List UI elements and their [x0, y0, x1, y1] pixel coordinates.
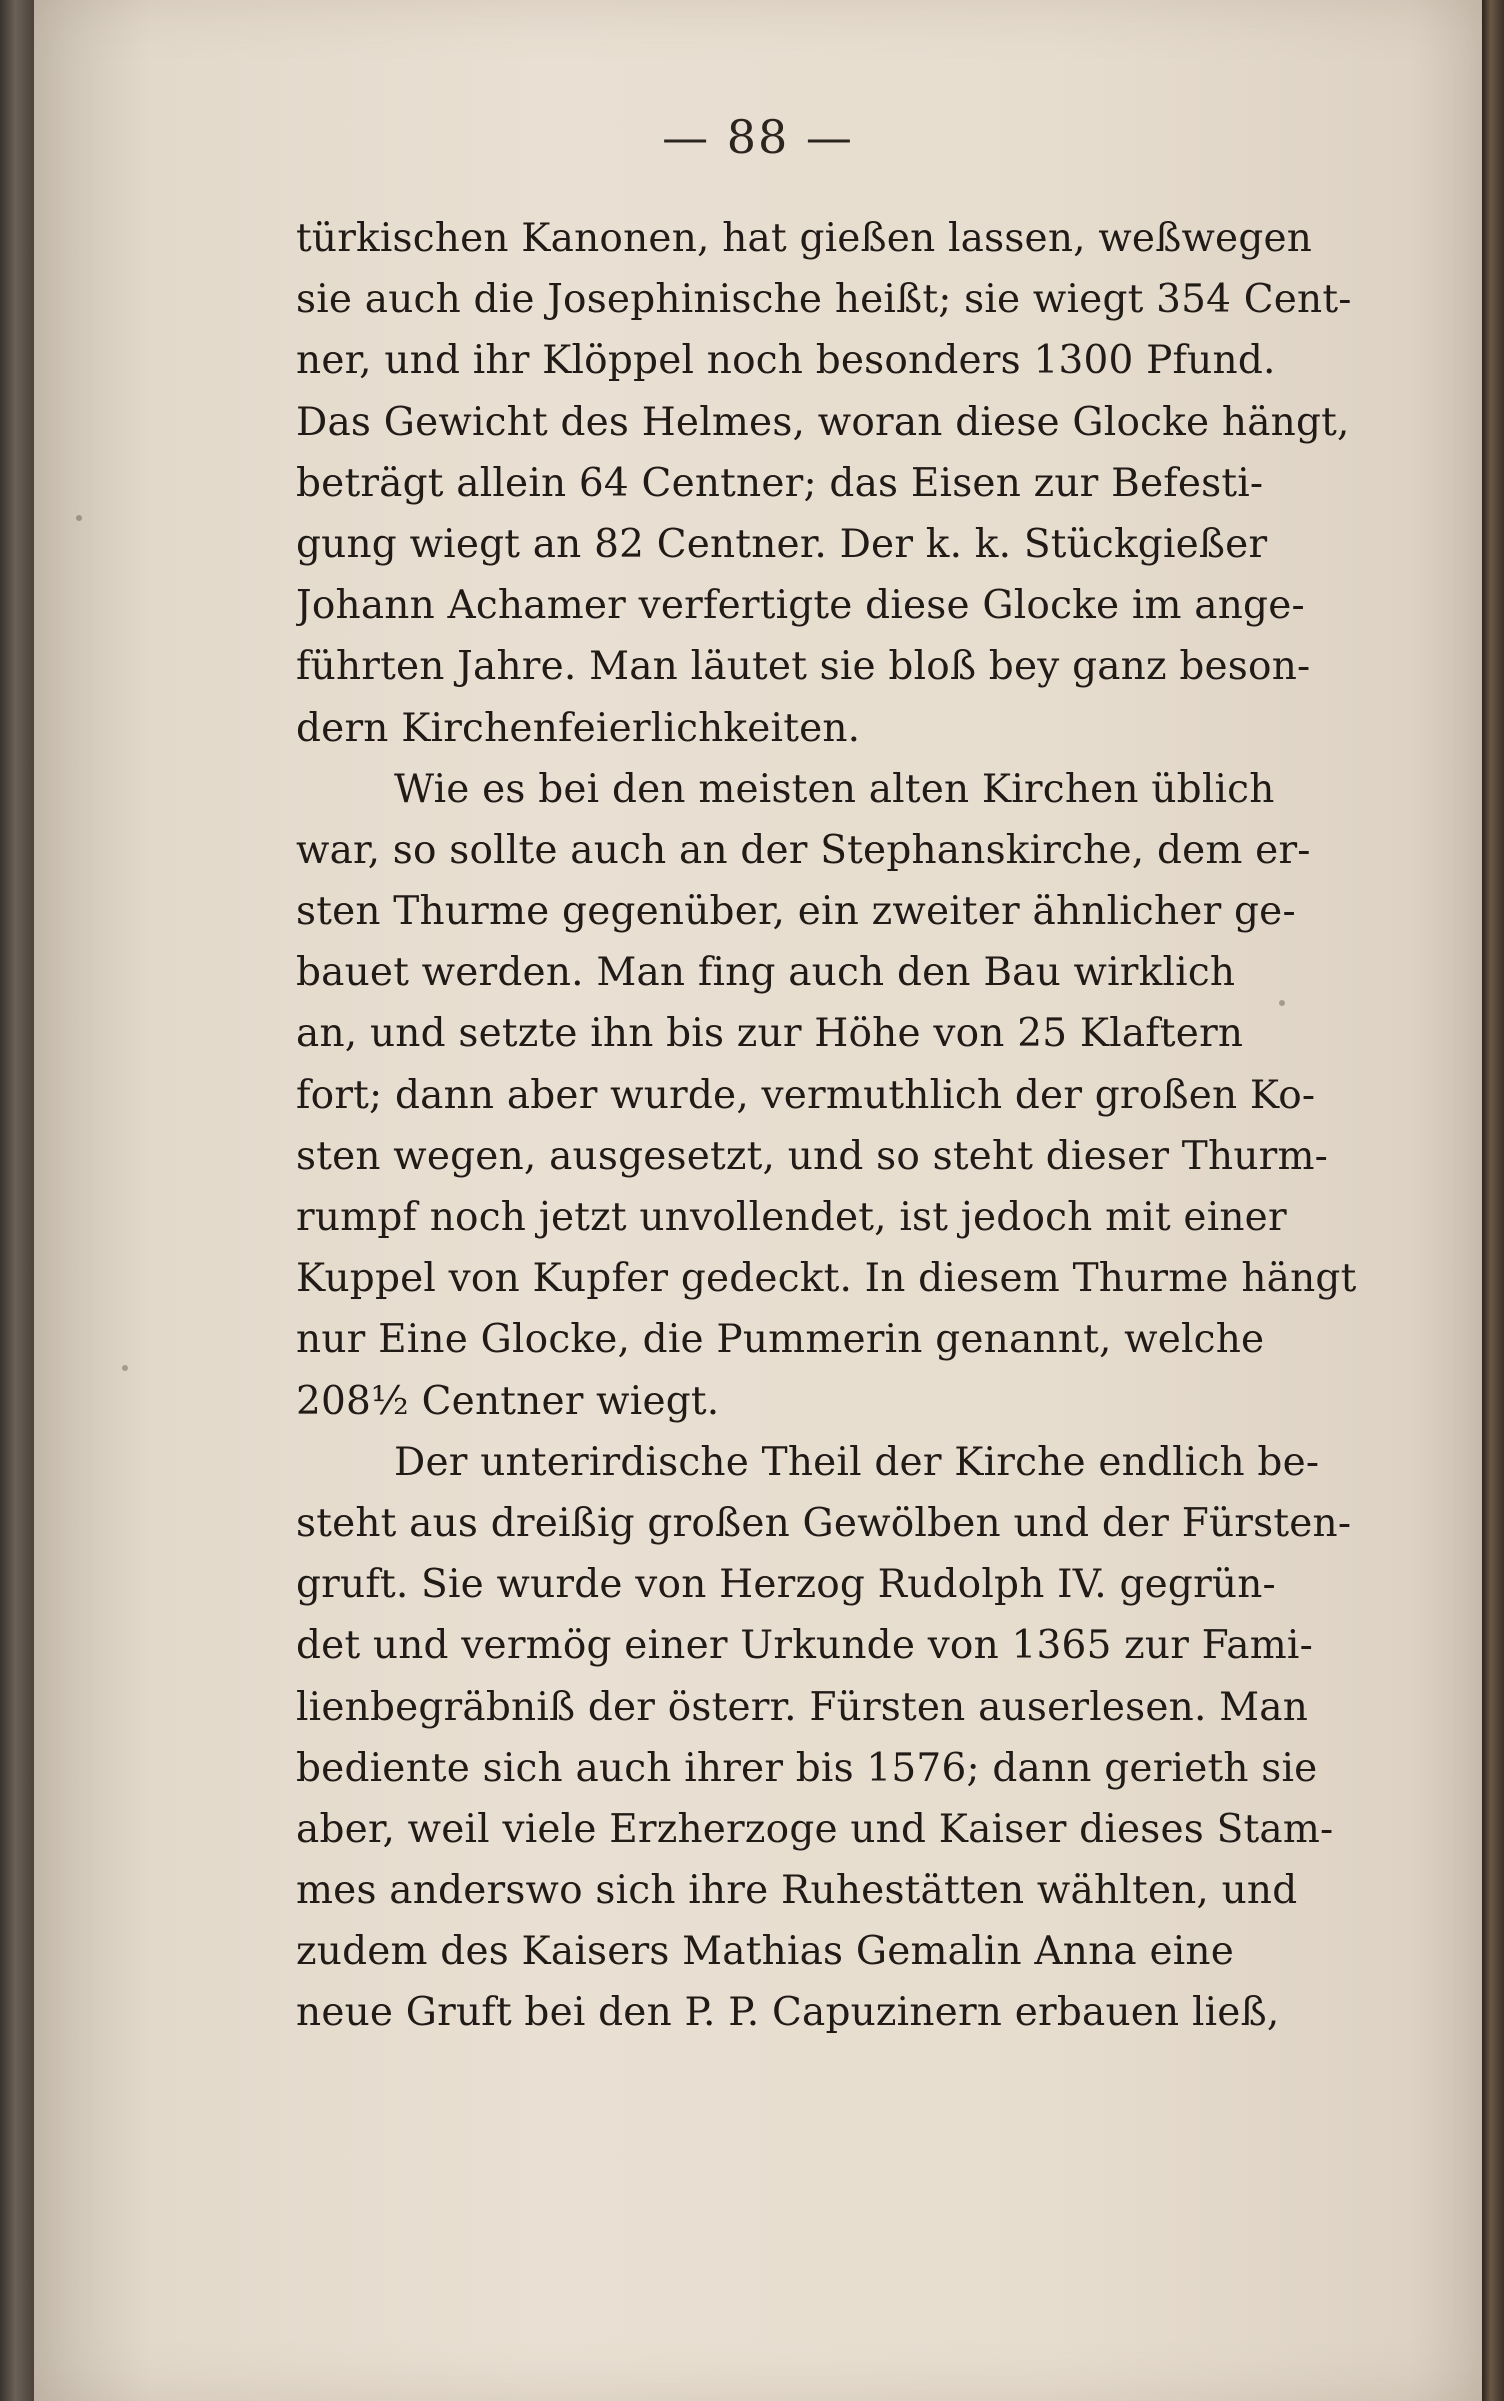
text-line: Kuppel von Kupfer gedeckt. In diesem Thurme hängt: [296, 1256, 1357, 1302]
text-line: lienbegräbniß der österr. Fürsten auserlesen. Man: [296, 1684, 1309, 1730]
paragraph-start-line: Wie es bei den meisten alten Kirchen üblich: [394, 766, 1275, 812]
text-line: aber, weil viele Erzherzoge und Kaiser dieses Stam-: [296, 1806, 1334, 1852]
text-line: fort; dann aber wurde, vermuthlich der großen Ko-: [296, 1072, 1316, 1118]
text-line: sten wegen, ausgesetzt, und so steht dieser Thurm-: [296, 1133, 1329, 1179]
text-line: sten Thurme gegenüber, ein zweiter ähnlicher ge-: [296, 889, 1296, 935]
page-number: — 88 —: [662, 110, 854, 164]
page-stack-edge: [1482, 0, 1504, 2401]
text-line: zudem des Kaisers Mathias Gemalin Anna eine: [296, 1929, 1234, 1975]
text-line: rumpf noch jetzt unvollendet, ist jedoch mit einer: [296, 1195, 1287, 1240]
text-line: bauet werden. Man fing auch den Bau wirklich: [296, 950, 1236, 996]
text-line: mes anderswo sich ihre Ruhestätten wählten, und: [296, 1868, 1298, 1914]
body-text: [296, 208, 1406, 2036]
paragraph-start-line: Der unterirdische Theil der Kirche endlich be-: [394, 1439, 1320, 1485]
text-line: türkischen Kanonen, hat gießen lassen, weßwegen: [296, 216, 1313, 261]
text-line: gruft. Sie wurde von Herzog Rudolph IV. gegrün-: [296, 1562, 1276, 1608]
text-line: neue Gruft bei den P. P. Capuzinern erbauen ließ,: [296, 1990, 1280, 2036]
text-line: nur Eine Glocke, die Pummerin genannt, welche: [296, 1317, 1265, 1363]
paper-speck: [1279, 1000, 1285, 1006]
text-line: dern Kirchenfeierlichkeiten.: [296, 705, 861, 751]
text-line: gung wiegt an 82 Centner. Der k. k. Stückgießer: [296, 521, 1268, 567]
text-line: det und vermög einer Urkunde von 1365 zur Fami-: [296, 1623, 1313, 1669]
text-line: war, so sollte auch an der Stephanskirche, dem er-: [296, 827, 1311, 873]
paper-sheet: [34, 0, 1482, 2401]
text-line: 208½ Centner wiegt.: [296, 1378, 720, 1424]
text-line: steht aus dreißig großen Gewölben und der Fürsten-: [296, 1500, 1352, 1546]
paper-speck: [76, 515, 82, 521]
text-line: sie auch die Josephinische heißt; sie wiegt 354 Cent-: [296, 277, 1352, 323]
text-line: bediente sich auch ihrer bis 1576; dann gerieth sie: [296, 1745, 1318, 1791]
book-binding-edge: [0, 0, 34, 2401]
text-line: beträgt allein 64 Centner; das Eisen zur Befesti-: [296, 460, 1264, 506]
text-line: ner, und ihr Klöppel noch besonders 1300 Pfund.: [296, 338, 1276, 384]
text-line: Johann Achamer verfertigte diese Glocke im ange-: [296, 583, 1305, 629]
text-line: an, und setzte ihn bis zur Höhe von 25 Klaftern: [296, 1011, 1244, 1057]
text-line: Das Gewicht des Helmes, woran diese Glocke hängt,: [296, 399, 1350, 445]
paper-speck: [122, 1365, 128, 1371]
text-line: führten Jahre. Man läutet sie bloß bey ganz beson-: [296, 644, 1311, 690]
